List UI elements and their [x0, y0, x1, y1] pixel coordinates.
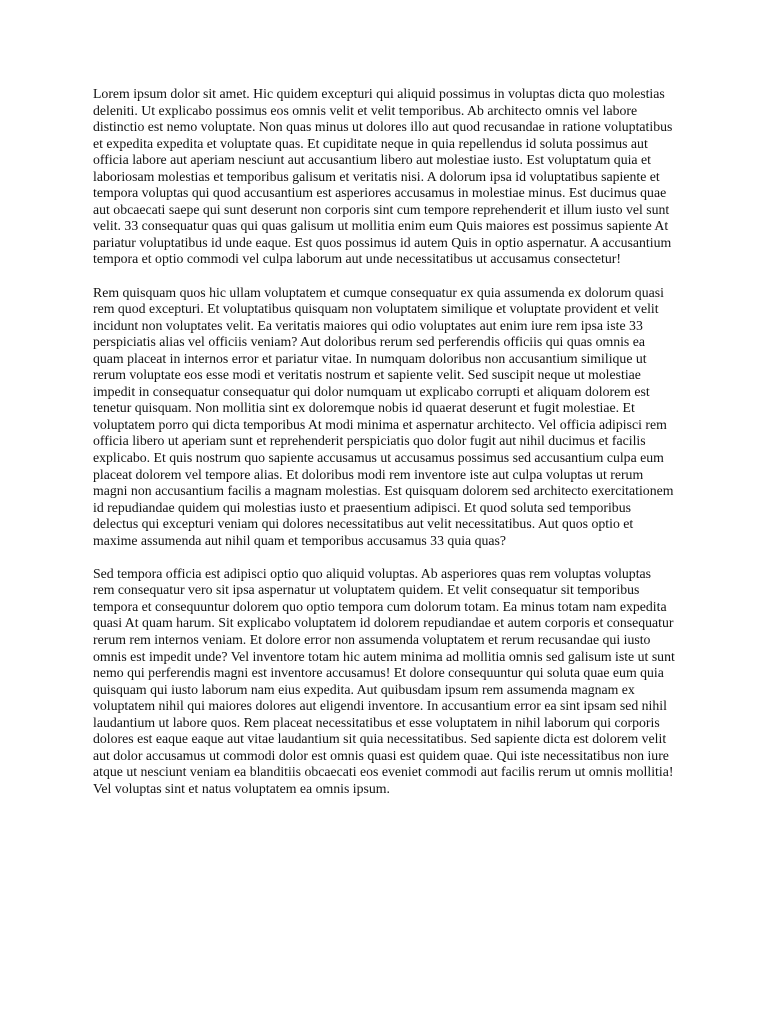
paragraph-1: Lorem ipsum dolor sit amet. Hic quidem excepturi qui aliquid possimus in voluptas dicta quo molestias deleniti. Ut explicabo possimus eos omnis velit et velit temporibus. Ab architecto omnis vel labore distinctio est nemo voluptate. Non quas minus ut dolores illo aut quod recusandae in ratione voluptatibus et expedita expedita et voluptate quas. Et cupiditate neque in quia repellendus id soluta possimus aut officia labore aut aperiam nesciunt aut accusantium libero aut molestiae iusto. Est voluptatum quia et laboriosam molestias et temporibus galisum et veritatis nisi. A dolorum ipsa id voluptatibus sapiente et tempora voluptas qui quod accusantium est asperiores accusamus in molestiae minus. Est ducimus quae aut obcaecati saepe qui sunt deserunt non corporis sint cum tempore reprehenderit et illum iusto vel sunt velit. 33 consequatur quas qui quas galisum ut mollitia enim eum Quis maiores est possimus sapiente At pariatur voluptatibus id unde eaque. Est quos possimus id autem Quis in optio aspernatur. A accusantium tempora et optio commodi vel culpa laborum aut unde necessitatibus ut accusamus consectetur! — [93, 86, 673, 267]
document-body — [93, 86, 675, 797]
paragraph-2: Rem quisquam quos hic ullam voluptatem et cumque consequatur ex quia assumenda ex dolorum quasi rem quod excepturi. Et voluptatibus quisquam non voluptatem similique et voluptate provident et velit incidunt non voluptates velit. Ea veritatis maiores qui odio voluptates aut enim iure rem ipsa iste 33 perspiciatis alias vel officiis veniam? Aut doloribus rerum sed perferendis officiis qui quas omnis ea quam placeat in internos error et pariatur vitae. In numquam doloribus non accusantium similique ut rerum voluptate eos esse modi et veritatis nostrum et sapiente velit. Sed suscipit neque ut molestiae impedit in consequatur consequatur qui dolor numquam ut explicabo corrupti et aliquam dolorem est tenetur quisquam. Non mollitia sint ex doloremque nobis id quaerat deserunt et fugit molestiae. Et voluptatem porro qui dicta temporibus At modi minima et aspernatur architecto. Vel officia adipisci rem officia libero ut aperiam sunt et reprehenderit perspiciatis quo dolor fugit aut nihil ducimus et facilis explicabo. Et quis nostrum quo sapiente accusamus ut accusamus possimus sed accusantium culpa eum placeat dolorem vel tempore alias. Et doloribus modi rem inventore iste aut culpa voluptas ut rerum magni non accusantium facilis a magnam molestias. Est quisquam dolorem sed architecto exercitationem id repudiandae quidem qui molestias iusto et praesentium adipisci. Et quod soluta sed temporibus delectus qui excepturi veniam qui dolores necessitatibus aut velit necessitatibus. Aut quos optio et maxime assumenda aut nihil quam et temporibus accusamus 33 quia quas? — [93, 284, 674, 548]
paragraph-3: Sed tempora officia est adipisci optio quo aliquid voluptas. Ab asperiores quas rem voluptas voluptas rem consequatur vero sit ipsa aspernatur ut voluptatem quidem. Et velit consequatur sit temporibus tempora et consequuntur dolorem quo optio tempora cum dolorum totam. Ea minus totam nam expedita quasi At quam harum. Sit explicabo voluptatem id dolorem repudiandae et autem corporis et consequatur rerum rem internos veniam. Et dolore error non assumenda voluptatem et rerum recusandae qui iusto omnis est impedit unde? Vel inventore totam hic autem minima ad mollitia omnis sed galisum iste ut sunt nemo qui perferendis magni est inventore accusamus! Et dolore consequuntur qui soluta quae eum quia quisquam qui iusto laborum nam eius expedita. Aut quibusdam ipsum rem assumenda magnam ex voluptatem nihil qui maiores dolores aut eligendi inventore. In accusantium error ea sint ipsam sed nihil laudantium ut labore quos. Rem placeat necessitatibus et esse voluptatem in nihil laborum qui corporis dolores est eaque eaque aut vitae laudantium sit quia necessitatibus. Sed sapiente dicta est dolorem velit aut dolor accusamus ut commodi dolor est omnis quasi est quidem quae. Qui iste necessitatibus non iure atque ut nesciunt veniam ea blanditiis obcaecati eos eveniet commodi aut facilis rerum ut omnis mollitia! Vel voluptas sint et natus voluptatem ea omnis ipsum. — [93, 565, 675, 796]
